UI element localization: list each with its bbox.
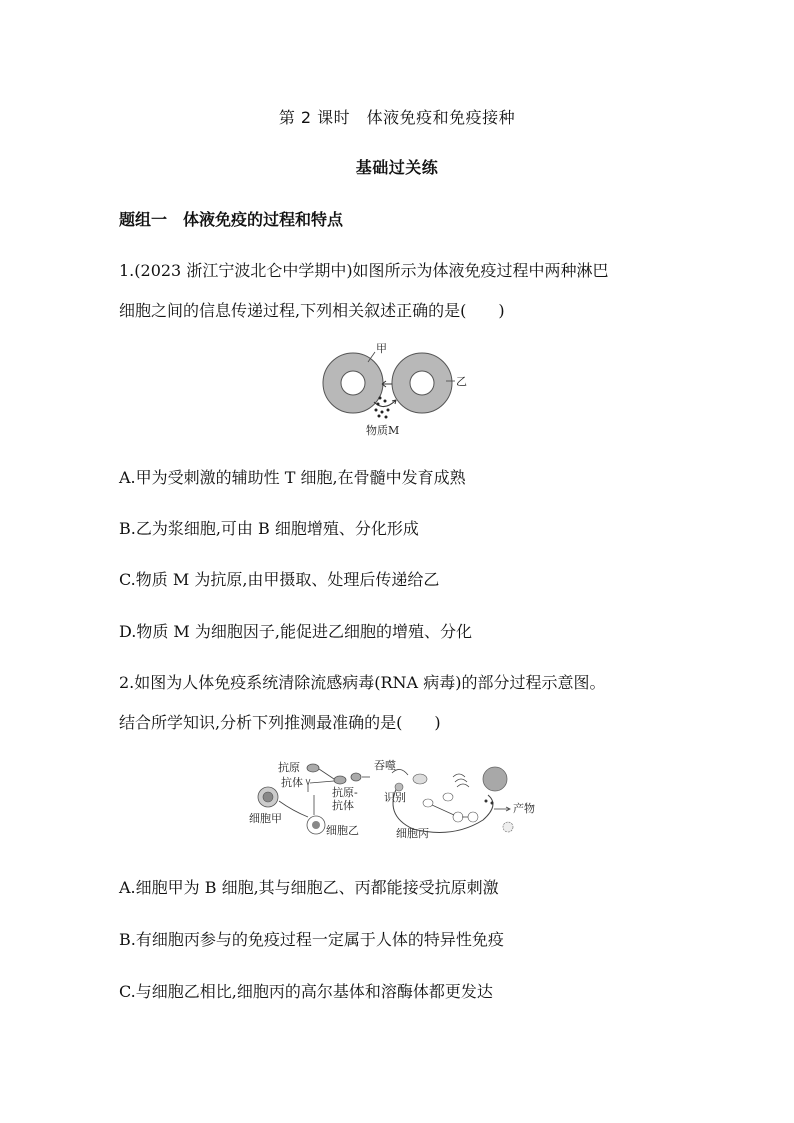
antigen-shape: [307, 764, 319, 772]
vesicle-1: [453, 812, 463, 822]
label-cell-jia: 细胞甲: [249, 812, 282, 825]
product-shape: [503, 822, 513, 832]
complex-shape-2: [351, 773, 361, 781]
label-product: 产物: [513, 802, 535, 815]
lesson-title: 第 2 课时 体液免疫和免疫接种: [278, 108, 516, 127]
q2-stem-line1: 2.如图为人体免疫系统清除流感病毒(RNA 病毒)的部分过程示意图。: [119, 673, 606, 692]
label-phagocytosis: 吞噬: [374, 759, 396, 772]
q2-option-a: A.细胞甲为 B 细胞,其与细胞乙、丙都能接受抗原刺激: [119, 878, 499, 897]
q1-option-a: A.甲为受刺激的辅助性 T 细胞,在骨髓中发育成熟: [119, 468, 466, 487]
label-antigen-antibody-2: 抗体: [332, 799, 354, 812]
q1-option-c: C.物质 M 为抗原,由甲摄取、处理后传递给乙: [119, 570, 440, 589]
q2-option-b: B.有细胞丙参与的免疫过程一定属于人体的特异性免疫: [119, 930, 504, 949]
cell-jia-nucleus: [341, 371, 365, 395]
complex-shape-1: [334, 776, 346, 784]
q1-option-d: D.物质 M 为细胞因子,能促进乙细胞的增殖、分化: [119, 622, 472, 641]
q1-option-b: B.乙为浆细胞,可由 B 细胞增殖、分化形成: [119, 519, 419, 538]
section-title: 题组一 体液免疫的过程和特点: [119, 210, 344, 229]
label-substance-m: 物质M: [366, 424, 400, 437]
lysosome-1: [423, 799, 433, 807]
vesicle-2: [468, 812, 478, 822]
label-cell-yi: 细胞乙: [326, 824, 359, 837]
golgi: [453, 774, 469, 787]
label-cell-bing: 细胞丙: [396, 827, 429, 840]
q2-stem-line2: 结合所学知识,分析下列推测最准确的是( ): [119, 713, 441, 732]
q1-stem-line1: 1.(2023 浙江宁波北仑中学期中)如图所示为体液免疫过程中两种淋巴: [119, 261, 609, 280]
label-jia: 甲: [376, 342, 387, 355]
label-antigen: 抗原: [278, 761, 300, 774]
q1-stem-line2: 细胞之间的信息传递过程,下列相关叙述正确的是( ): [119, 301, 505, 320]
q2-figure: [248, 755, 548, 845]
label-antigen-antibody-1: 抗原-: [332, 786, 358, 799]
label-antibody: 抗体: [281, 776, 303, 789]
cell-yi-nucleus: [410, 371, 434, 395]
label-yi: 乙: [456, 375, 467, 388]
phagocyte-nucleus: [483, 767, 507, 791]
q1-figure: [322, 340, 482, 440]
lysosome-2: [443, 793, 453, 801]
cell-bing-membrane: [393, 785, 493, 832]
label-recognition: 识别: [384, 791, 406, 804]
subtitle: 基础过关练: [355, 158, 439, 177]
q2-option-c: C.与细胞乙相比,细胞丙的高尔基体和溶酶体都更发达: [119, 982, 493, 1001]
